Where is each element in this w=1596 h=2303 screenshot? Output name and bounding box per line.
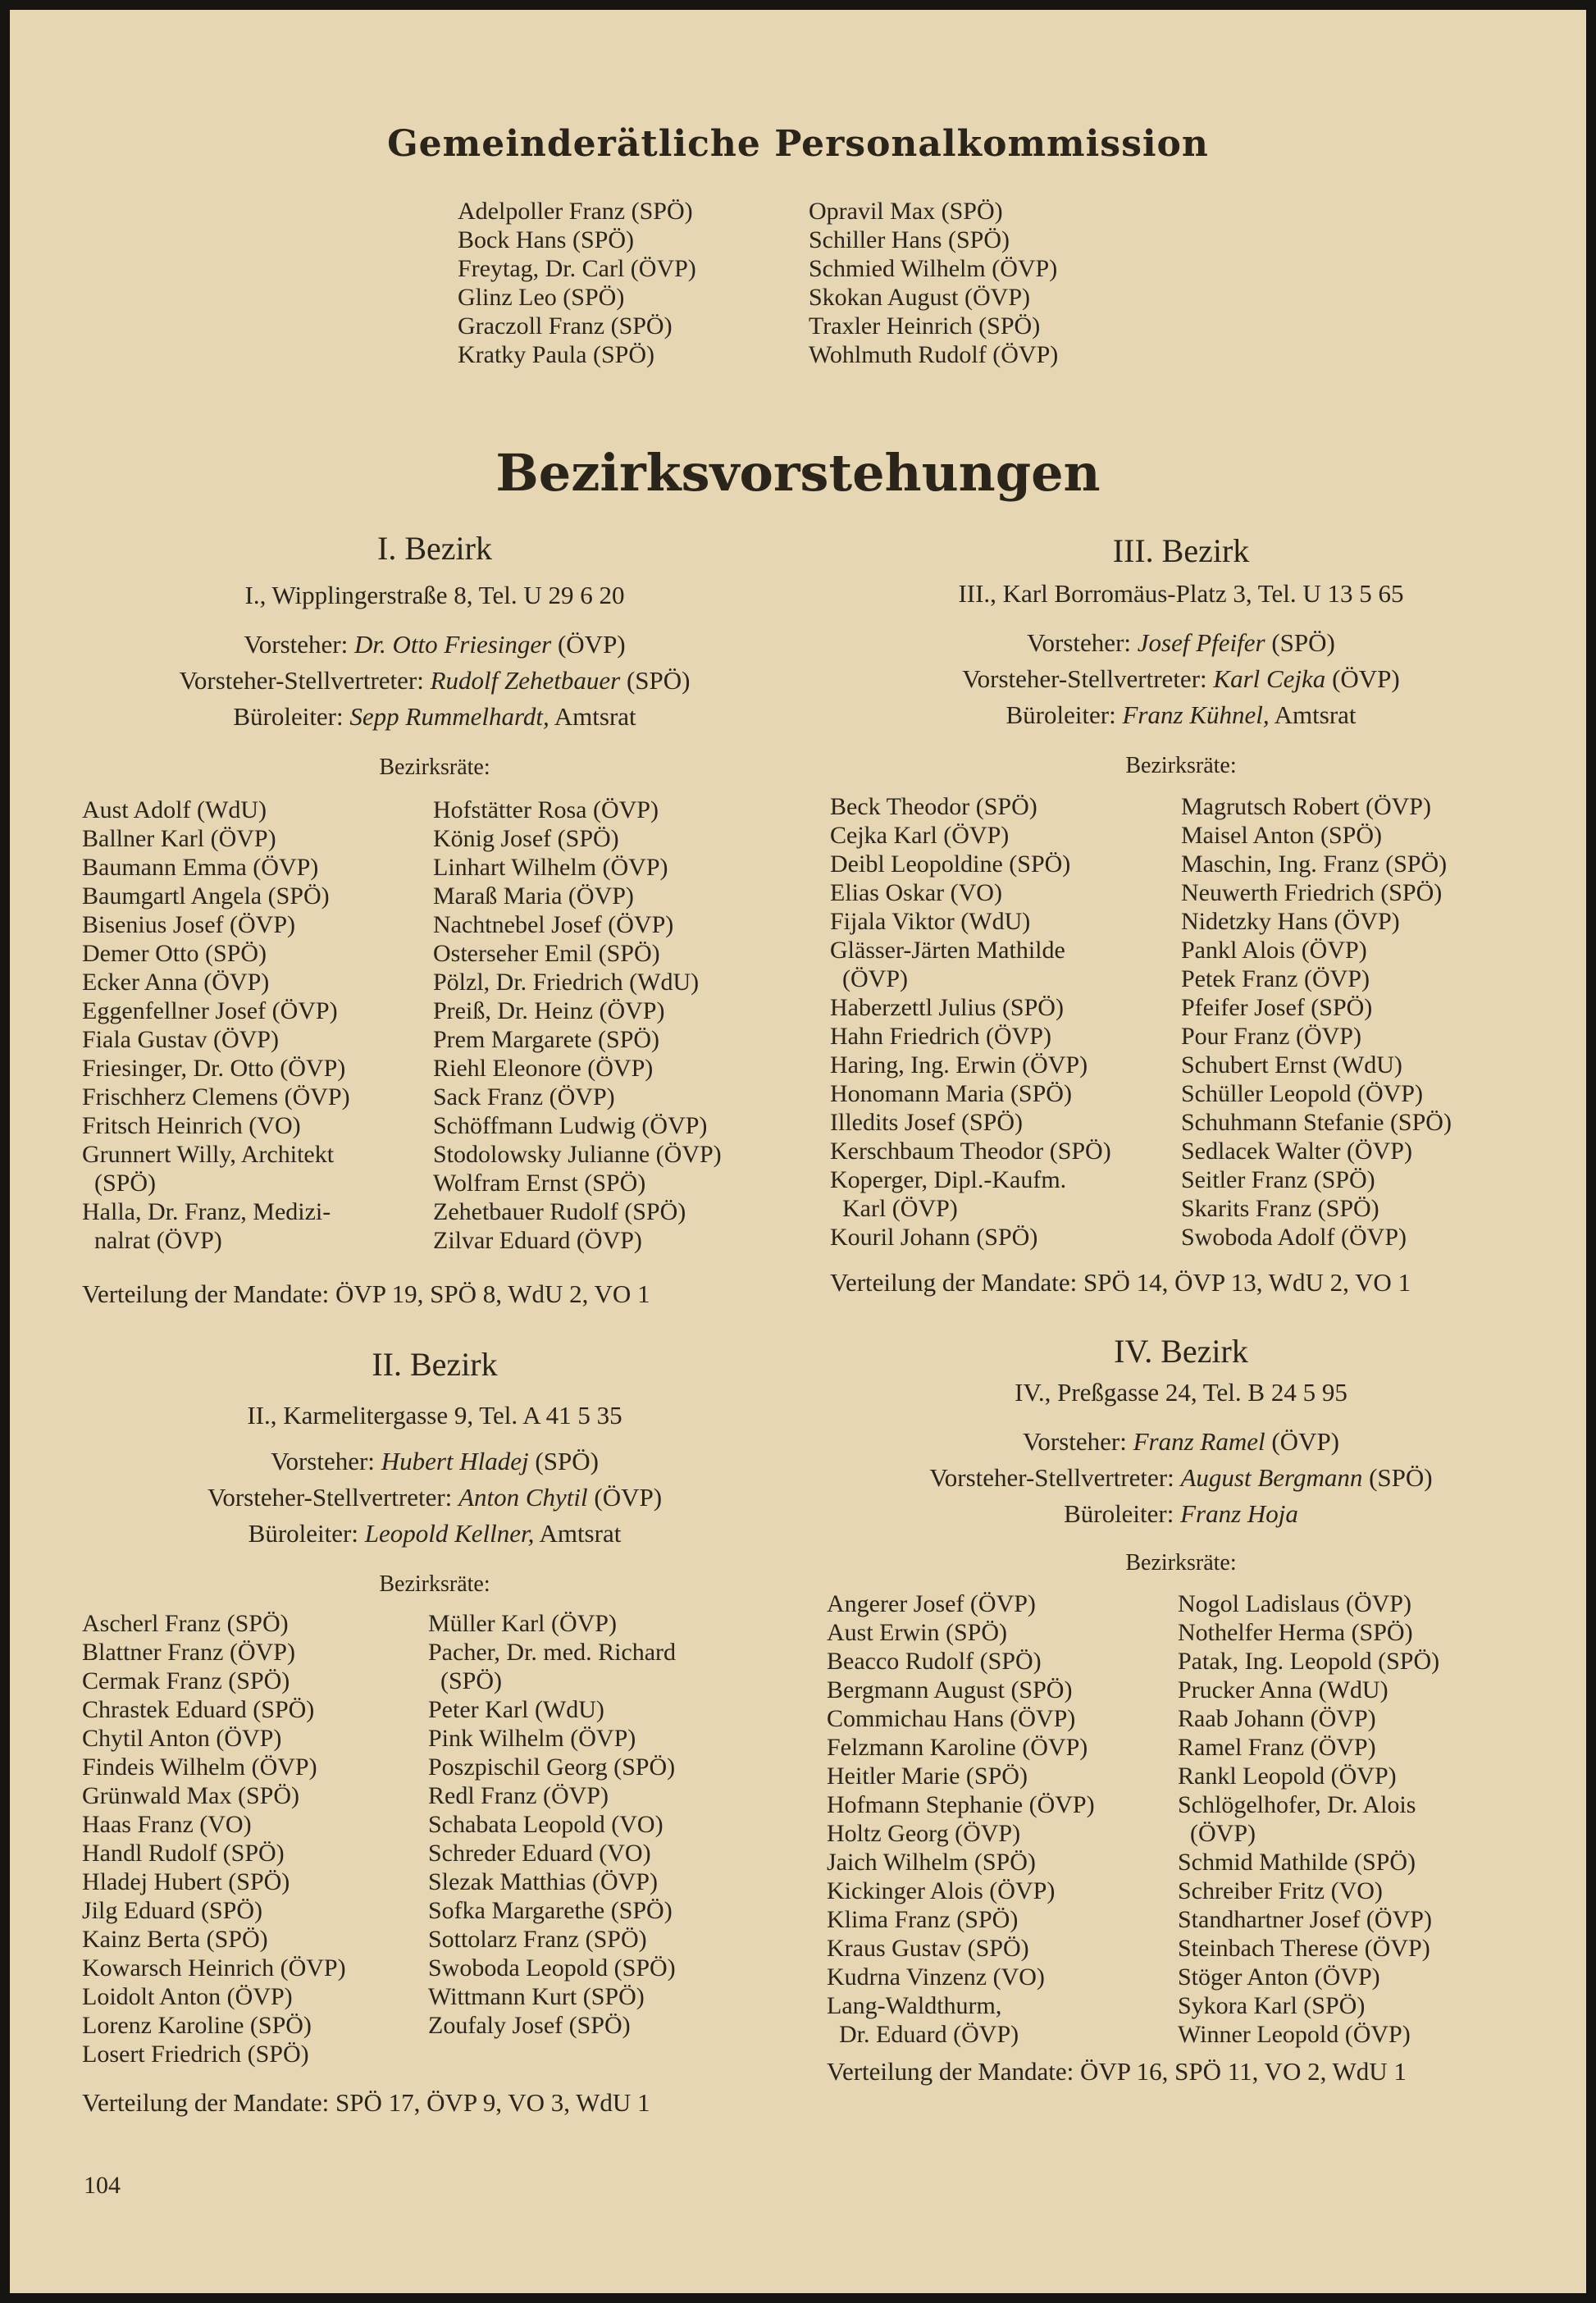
list-item: Sedlacek Walter (ÖVP) <box>1181 1138 1412 1165</box>
district-1-mandate: Verteilung der Mandate: ÖVP 19, SPÖ 8, WdU 2, VO 1 <box>82 1279 650 1308</box>
list-item: Grunnert Willy, Architekt <box>82 1141 335 1168</box>
list-item: Swoboda Leopold (SPÖ) <box>428 1954 676 1981</box>
list-item: Pankl Alois (ÖVP) <box>1181 937 1367 964</box>
list-item: Haring, Ing. Erwin (ÖVP) <box>830 1051 1088 1079</box>
district-3-address: III., Karl Borromäus-Platz 3, Tel. U 13 5 65 <box>958 579 1404 608</box>
list-item: Nachtnebel Josef (ÖVP) <box>433 911 674 938</box>
list-item: Pour Franz (ÖVP) <box>1181 1023 1361 1050</box>
list-item: Fritsch Heinrich (VO) <box>82 1112 301 1139</box>
list-item: Schreder Eduard (VO) <box>428 1840 651 1867</box>
list-item: Wittmann Kurt (SPÖ) <box>428 1983 645 2010</box>
list-item: Kowarsch Heinrich (ÖVP) <box>82 1954 346 1981</box>
list-item: Müller Karl (ÖVP) <box>428 1610 617 1637</box>
list-item: Zilvar Eduard (ÖVP) <box>433 1227 642 1254</box>
list-item: Kudrna Vinzenz (VO) <box>827 1963 1045 1991</box>
list-item: Wolfram Ernst (SPÖ) <box>433 1170 646 1197</box>
list-item: Friesinger, Dr. Otto (ÖVP) <box>82 1055 346 1082</box>
list-item: Demer Otto (SPÖ) <box>82 940 267 967</box>
list-item: Schiller Hans (SPÖ) <box>809 226 1010 253</box>
list-item: Zoufaly Josef (SPÖ) <box>428 2012 631 2039</box>
list-item: Nidetzky Hans (ÖVP) <box>1181 908 1400 935</box>
page-number: 104 <box>84 2172 121 2199</box>
district-1-col-1 <box>82 796 350 1255</box>
list-item: Loidolt Anton (ÖVP) <box>82 1983 293 2010</box>
list-item: Haberzettl Julius (SPÖ) <box>830 994 1064 1021</box>
list-item: Commichau Hans (ÖVP) <box>827 1705 1076 1732</box>
list-item: Koperger, Dipl.-Kaufm. <box>830 1166 1067 1193</box>
list-item: Schöffmann Ludwig (ÖVP) <box>433 1112 708 1139</box>
list-item: Skokan August (ÖVP) <box>809 284 1031 311</box>
district-3-bueroleiter: Büroleiter: Franz Kühnel, Amtsrat <box>1005 700 1357 729</box>
list-item: Ecker Anna (ÖVP) <box>82 969 270 996</box>
list-item: Honomann Maria (SPÖ) <box>830 1080 1072 1107</box>
district-2-vorsteher: Vorsteher: Hubert Hladej (SPÖ) <box>271 1447 599 1475</box>
list-item: Halla, Dr. Franz, Medizi- <box>82 1198 331 1225</box>
list-item: Winner Leopold (ÖVP) <box>1178 2021 1411 2048</box>
district-2-mandate: Verteilung der Mandate: SPÖ 17, ÖVP 9, VO 3, WdU 1 <box>82 2088 650 2117</box>
list-item: Baumann Emma (ÖVP) <box>82 854 319 881</box>
list-item: Felzmann Karoline (ÖVP) <box>827 1734 1088 1761</box>
list-item: Nogol Ladislaus (ÖVP) <box>1178 1590 1411 1617</box>
district-1-address: I., Wipplingerstraße 8, Tel. U 29 6 20 <box>244 581 625 609</box>
district-4-vorsteher: Vorsteher: Franz Ramel (ÖVP) <box>1022 1427 1340 1456</box>
list-item: (SPÖ) <box>428 1667 503 1694</box>
district-3-stellvertreter: Vorsteher-Stellvertreter: Karl Cejka (ÖVP) <box>962 664 1400 693</box>
list-item: Neuwerth Friedrich (SPÖ) <box>1181 879 1443 906</box>
list-item: Beck Theodor (SPÖ) <box>830 793 1037 820</box>
list-item: Kraus Gustav (SPÖ) <box>827 1935 1029 1962</box>
list-item: Kratky Paula (SPÖ) <box>458 341 654 368</box>
list-item: Bisenius Josef (ÖVP) <box>82 911 295 938</box>
district-1-stellvertreter: Vorsteher-Stellvertreter: Rudolf Zehetbauer (SPÖ) <box>179 666 691 695</box>
list-item: Ramel Franz (ÖVP) <box>1178 1734 1376 1761</box>
list-item: Pacher, Dr. med. Richard <box>428 1639 677 1666</box>
district-4-stellvertreter: Vorsteher-Stellvertreter: August Bergmann (SPÖ) <box>929 1463 1433 1492</box>
list-item: Elias Oskar (VO) <box>830 879 1002 906</box>
list-item: Nothelfer Herma (SPÖ) <box>1178 1619 1413 1646</box>
list-item: Rankl Leopold (ÖVP) <box>1178 1763 1397 1790</box>
list-item: Illedits Josef (SPÖ) <box>830 1109 1023 1136</box>
list-item: Raab Johann (ÖVP) <box>1178 1705 1376 1732</box>
list-item: König Josef (SPÖ) <box>433 825 619 852</box>
list-item: Lorenz Karoline (SPÖ) <box>82 2012 312 2039</box>
district-3-vorsteher: Vorsteher: Josef Pfeifer (SPÖ) <box>1027 628 1335 657</box>
list-item: Freytag, Dr. Carl (ÖVP) <box>458 255 696 282</box>
list-item: Deibl Leopoldine (SPÖ) <box>830 851 1071 878</box>
main-title: Bezirksvorstehungen <box>495 443 1101 503</box>
list-item: Lang-Waldthurm, <box>827 1992 1002 2019</box>
list-item: Kerschbaum Theodor (SPÖ) <box>830 1138 1111 1165</box>
list-item: Handl Rudolf (SPÖ) <box>82 1840 285 1867</box>
list-item: (ÖVP) <box>830 965 908 992</box>
district-4-bueroleiter: Büroleiter: Franz Hoja <box>1064 1499 1298 1528</box>
list-item: Karl (ÖVP) <box>830 1195 958 1222</box>
list-item: Redl Franz (ÖVP) <box>428 1782 609 1809</box>
list-item: Beacco Rudolf (SPÖ) <box>827 1648 1042 1675</box>
list-item: Skarits Franz (SPÖ) <box>1181 1195 1379 1222</box>
list-item: Bock Hans (SPÖ) <box>458 226 634 253</box>
list-item: Aust Erwin (SPÖ) <box>827 1619 1008 1646</box>
list-item: Maschin, Ing. Franz (SPÖ) <box>1181 851 1448 878</box>
list-item: Schmid Mathilde (SPÖ) <box>1178 1849 1416 1876</box>
list-item: nalrat (ÖVP) <box>82 1227 222 1254</box>
list-item: Cejka Karl (ÖVP) <box>830 822 1010 849</box>
district-1-col-2 <box>433 796 722 1255</box>
list-item: Schuhmann Stefanie (SPÖ) <box>1181 1109 1452 1136</box>
list-item: Sofka Margarethe (SPÖ) <box>428 1897 673 1924</box>
list-item: Ascherl Franz (SPÖ) <box>82 1610 289 1637</box>
list-item: Linhart Wilhelm (ÖVP) <box>433 854 668 881</box>
district-3-col-1 <box>830 792 1111 1252</box>
list-item: Traxler Heinrich (SPÖ) <box>809 312 1041 340</box>
district-1-vorsteher: Vorsteher: Dr. Otto Friesinger (ÖVP) <box>244 630 626 659</box>
list-item: Schabata Leopold (VO) <box>428 1811 663 1838</box>
district-2-address: II., Karmelitergasse 9, Tel. A 41 5 35 <box>247 1401 622 1430</box>
list-item: Sykora Karl (SPÖ) <box>1178 1992 1366 2019</box>
list-item: Swoboda Adolf (ÖVP) <box>1181 1224 1407 1251</box>
district-2-heading: II. Bezirk <box>372 1346 498 1383</box>
list-item: Jilg Eduard (SPÖ) <box>82 1897 262 1924</box>
district-4-col-2 <box>1178 1589 1439 2049</box>
list-item: Glässer-Järten Mathilde <box>830 937 1065 964</box>
list-item: Cermak Franz (SPÖ) <box>82 1667 290 1694</box>
list-item: Blattner Franz (ÖVP) <box>82 1639 295 1666</box>
list-item: Baumgartl Angela (SPÖ) <box>82 882 330 910</box>
district-2-bueroleiter: Büroleiter: Leopold Kellner, Amtsrat <box>248 1519 622 1548</box>
list-item: Seitler Franz (SPÖ) <box>1181 1166 1375 1193</box>
district-3-raete-label: Bezirksräte: <box>1125 753 1237 778</box>
list-item: Schubert Ernst (WdU) <box>1181 1051 1402 1079</box>
list-item: Glinz Leo (SPÖ) <box>458 284 625 311</box>
list-item: Adelpoller Franz (SPÖ) <box>458 198 693 225</box>
list-item: Holtz Georg (ÖVP) <box>827 1820 1021 1847</box>
list-item: Chrastek Eduard (SPÖ) <box>82 1696 315 1723</box>
district-1-bueroleiter: Büroleiter: Sepp Rummelhardt, Amtsrat <box>233 702 636 731</box>
list-item: Schüller Leopold (ÖVP) <box>1181 1080 1423 1107</box>
list-item: Grünwald Max (SPÖ) <box>82 1782 299 1809</box>
list-item: Peter Karl (WdU) <box>428 1696 604 1723</box>
list-item: Pfeifer Josef (SPÖ) <box>1181 994 1373 1021</box>
list-item: Patak, Ing. Leopold (SPÖ) <box>1178 1648 1440 1675</box>
district-2-col-2 <box>428 1609 676 2040</box>
list-item: Poszpischil Georg (SPÖ) <box>428 1753 676 1781</box>
list-item: Osterseher Emil (SPÖ) <box>433 940 660 967</box>
list-item: Wohlmuth Rudolf (ÖVP) <box>809 341 1059 368</box>
district-2-raete-label: Bezirksräte: <box>379 1571 490 1597</box>
list-item: Jaich Wilhelm (SPÖ) <box>827 1849 1036 1876</box>
district-4-mandate: Verteilung der Mandate: ÖVP 16, SPÖ 11, VO 2, WdU 1 <box>827 2057 1407 2086</box>
list-item: Kainz Berta (SPÖ) <box>82 1926 268 1953</box>
list-item: Stöger Anton (ÖVP) <box>1178 1963 1380 1991</box>
list-item: Fiala Gustav (ÖVP) <box>82 1026 279 1053</box>
district-2-col-1 <box>82 1609 346 2068</box>
list-item: Aust Adolf (WdU) <box>82 796 267 823</box>
list-item: Haas Franz (VO) <box>82 1811 252 1838</box>
list-item: Hofmann Stephanie (ÖVP) <box>827 1791 1095 1818</box>
commission-col-2 <box>809 197 1058 369</box>
district-4-address: IV., Preßgasse 24, Tel. B 24 5 95 <box>1015 1378 1347 1407</box>
district-1-heading: I. Bezirk <box>377 530 492 567</box>
list-item: Steinbach Therese (ÖVP) <box>1178 1935 1430 1962</box>
list-item: Bergmann August (SPÖ) <box>827 1676 1073 1703</box>
district-3-mandate: Verteilung der Mandate: SPÖ 14, ÖVP 13, WdU 2, VO 1 <box>830 1268 1411 1297</box>
list-item: Zehetbauer Rudolf (SPÖ) <box>433 1198 686 1225</box>
list-item: Dr. Eduard (ÖVP) <box>827 2021 1019 2048</box>
list-item: Hahn Friedrich (ÖVP) <box>830 1023 1051 1050</box>
district-4-heading: IV. Bezirk <box>1114 1333 1248 1370</box>
district-3-heading: III. Bezirk <box>1112 532 1250 569</box>
list-item: Maraß Maria (ÖVP) <box>433 882 634 910</box>
list-item: (SPÖ) <box>82 1170 157 1197</box>
list-item: Prem Margarete (SPÖ) <box>433 1026 660 1053</box>
list-item: Magrutsch Robert (ÖVP) <box>1181 793 1431 820</box>
list-item: Slezak Matthias (ÖVP) <box>428 1868 658 1895</box>
list-item: Riehl Eleonore (ÖVP) <box>433 1055 654 1082</box>
list-item: Kickinger Alois (ÖVP) <box>827 1877 1056 1904</box>
list-item: Hofstätter Rosa (ÖVP) <box>433 796 659 823</box>
list-item: Heitler Marie (SPÖ) <box>827 1763 1028 1790</box>
list-item: Schlögelhofer, Dr. Alois <box>1178 1791 1416 1818</box>
district-4-col-1 <box>827 1589 1095 2049</box>
list-item: Findeis Wilhelm (ÖVP) <box>82 1753 317 1781</box>
list-item: Preiß, Dr. Heinz (ÖVP) <box>433 997 665 1024</box>
list-item: Sack Franz (ÖVP) <box>433 1083 615 1110</box>
list-item: Kouril Johann (SPÖ) <box>830 1224 1038 1251</box>
list-item: Standhartner Josef (ÖVP) <box>1178 1906 1432 1933</box>
list-item: Schmied Wilhelm (ÖVP) <box>809 255 1058 282</box>
list-item: Frischherz Clemens (ÖVP) <box>82 1083 350 1110</box>
district-4-raete-label: Bezirksräte: <box>1125 1550 1237 1576</box>
list-item: Fijala Viktor (WdU) <box>830 908 1031 935</box>
list-item: Losert Friedrich (SPÖ) <box>82 2041 309 2068</box>
list-item: Eggenfellner Josef (ÖVP) <box>82 997 338 1024</box>
commission-col-1 <box>458 197 696 369</box>
list-item: Pölzl, Dr. Friedrich (WdU) <box>433 969 700 996</box>
list-item: Pink Wilhelm (ÖVP) <box>428 1725 636 1752</box>
list-item: Ballner Karl (ÖVP) <box>82 825 276 852</box>
commission-title: Gemeinderätliche Personalkommission <box>387 123 1209 165</box>
list-item: Hladej Hubert (SPÖ) <box>82 1868 290 1895</box>
list-item: Sottolarz Franz (SPÖ) <box>428 1926 647 1953</box>
district-3-col-2 <box>1181 792 1452 1252</box>
list-item: Prucker Anna (WdU) <box>1178 1676 1389 1703</box>
list-item: Maisel Anton (SPÖ) <box>1181 822 1383 849</box>
district-2-stellvertreter: Vorsteher-Stellvertreter: Anton Chytil (ÖVP) <box>207 1483 663 1512</box>
list-item: Chytil Anton (ÖVP) <box>82 1725 282 1752</box>
list-item: Petek Franz (ÖVP) <box>1181 965 1370 992</box>
list-item: Opravil Max (SPÖ) <box>809 198 1003 225</box>
list-item: Schreiber Fritz (VO) <box>1178 1877 1383 1904</box>
list-item: Stodolowsky Julianne (ÖVP) <box>433 1141 722 1168</box>
list-item: Klima Franz (SPÖ) <box>827 1906 1019 1933</box>
list-item: Angerer Josef (ÖVP) <box>827 1590 1036 1617</box>
district-1-raete-label: Bezirksräte: <box>379 755 490 780</box>
list-item: Graczoll Franz (SPÖ) <box>458 312 673 340</box>
list-item: (ÖVP) <box>1178 1820 1256 1847</box>
